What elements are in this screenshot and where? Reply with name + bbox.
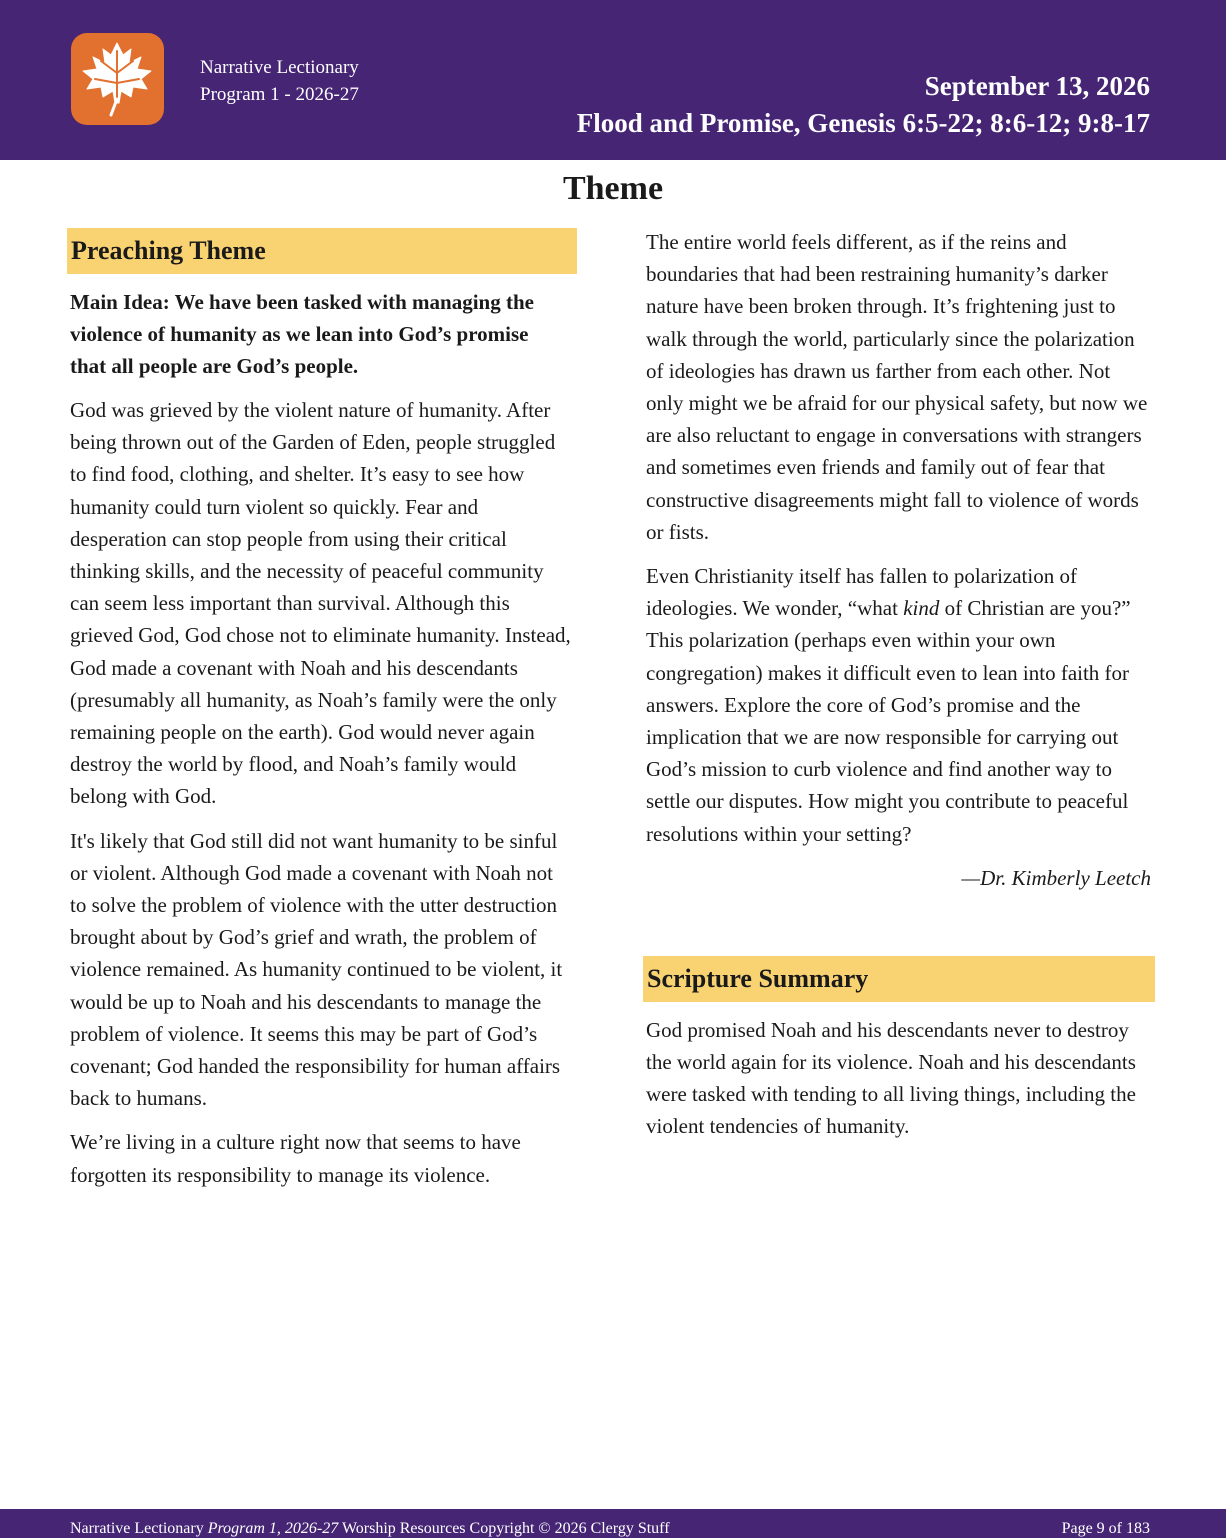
footer-program: Narrative Lectionary: [70, 1520, 204, 1537]
paragraph: [646, 560, 1155, 850]
page-header: [0, 0, 1226, 160]
paragraph-text: Even Christianity itself has fallen to polarization of ideologies. We wonder, “what: [646, 564, 1077, 621]
logo: [71, 33, 164, 125]
paragraph: It's likely that God still did not want humanity to be sinful or violent. Although God made a covenant with Noah not to solve the problem of violence with the utter destruction brought about by God’s grief and wrath, the problem of violence remained. As humanity continued to be violent, it would be up to Noah and his descendants to manage the problem of violence. It seems this may be part of God’s covenant; God handed the responsibility for human affairs back to humans.: [70, 828, 563, 1111]
scripture-summary-heading: Scripture Summary: [643, 956, 1155, 1002]
program-year: Program 1 - 2026-27: [200, 84, 359, 105]
page-title: Theme: [562, 170, 664, 207]
right-column: [643, 226, 1155, 1155]
preaching-theme-heading: Preaching Theme: [67, 228, 577, 274]
paragraph: God was grieved by the violent nature of humanity. After being thrown out of the Garden of Eden, people struggled to find food, clothing, and shelter. It’s easy to see how humanity could turn violent so quickly. Fear and desperation can stop people from using their critical thinking skills, and the necessity of peaceful community can seem less important than survival. Although this grieved God, God chose not to eliminate humanity. Instead, God made a covenant with Noah and his descendants (presumably all humanity, as Noah’s family were the only remaining people on the earth). God would never again destroy the world by flood, and Noah’s family would belong with God.: [70, 398, 571, 809]
program-name: Narrative Lectionary: [200, 57, 359, 78]
page-number: Page 9 of 183: [1061, 1520, 1150, 1537]
main-idea: Main Idea: We have been tasked with managing the violence of humanity as we lean into God’s promise that all people are God’s people.: [70, 290, 534, 378]
left-column: [67, 228, 577, 1203]
date-block: [577, 68, 1150, 142]
maple-leaf-icon: [71, 33, 164, 125]
footer-copyright-text: Worship Resources Copyright © 2026 Clergy Stuff: [341, 1520, 670, 1537]
service-date: September 13, 2026: [924, 71, 1150, 101]
footer-copyright: [70, 1520, 670, 1538]
paragraph: We’re living in a culture right now that seems to have forgotten its responsibility to manage its violence.: [70, 1130, 521, 1187]
paragraph-text: of Christian are you?” This polarization (perhaps even within your own congregation) makes it difficult even to lean into faith for answers. Explore the core of God’s promise and the implication that we are now responsible for carrying out God’s mission to curb violence and find another way to settle our disputes. How might you contribute to peaceful resolutions within your setting?: [646, 596, 1131, 846]
emphasis: kind: [903, 596, 940, 621]
lesson-title: Flood and Promise, Genesis 6:5-22; 8:6-12; 9:8-17: [576, 108, 1150, 138]
paragraph: The entire world feels different, as if the reins and boundaries that had been restraining humanity’s darker nature have been broken through. It’s frightening just to walk through the world, particularly since the polarization of ideologies has drawn us farther from each other. Not only might we be afraid for our physical safety, but now we are also reluctant to engage in conversations with strangers and sometimes even friends and family out of fear that constructive disagreements might fall to violence of words or fists.: [646, 230, 1148, 544]
footer-program-year: Program 1, 2026-27: [207, 1520, 339, 1537]
author-signature: —Dr. Kimberly Leetch: [961, 865, 1151, 890]
scripture-summary-text: God promised Noah and his descendants never to destroy the world again for its violence. Noah and his descendants were tasked with tending to all living things, including the violent tendencies of humanity.: [646, 1017, 1136, 1139]
page-footer: [0, 1509, 1226, 1538]
program-info: [200, 54, 359, 108]
